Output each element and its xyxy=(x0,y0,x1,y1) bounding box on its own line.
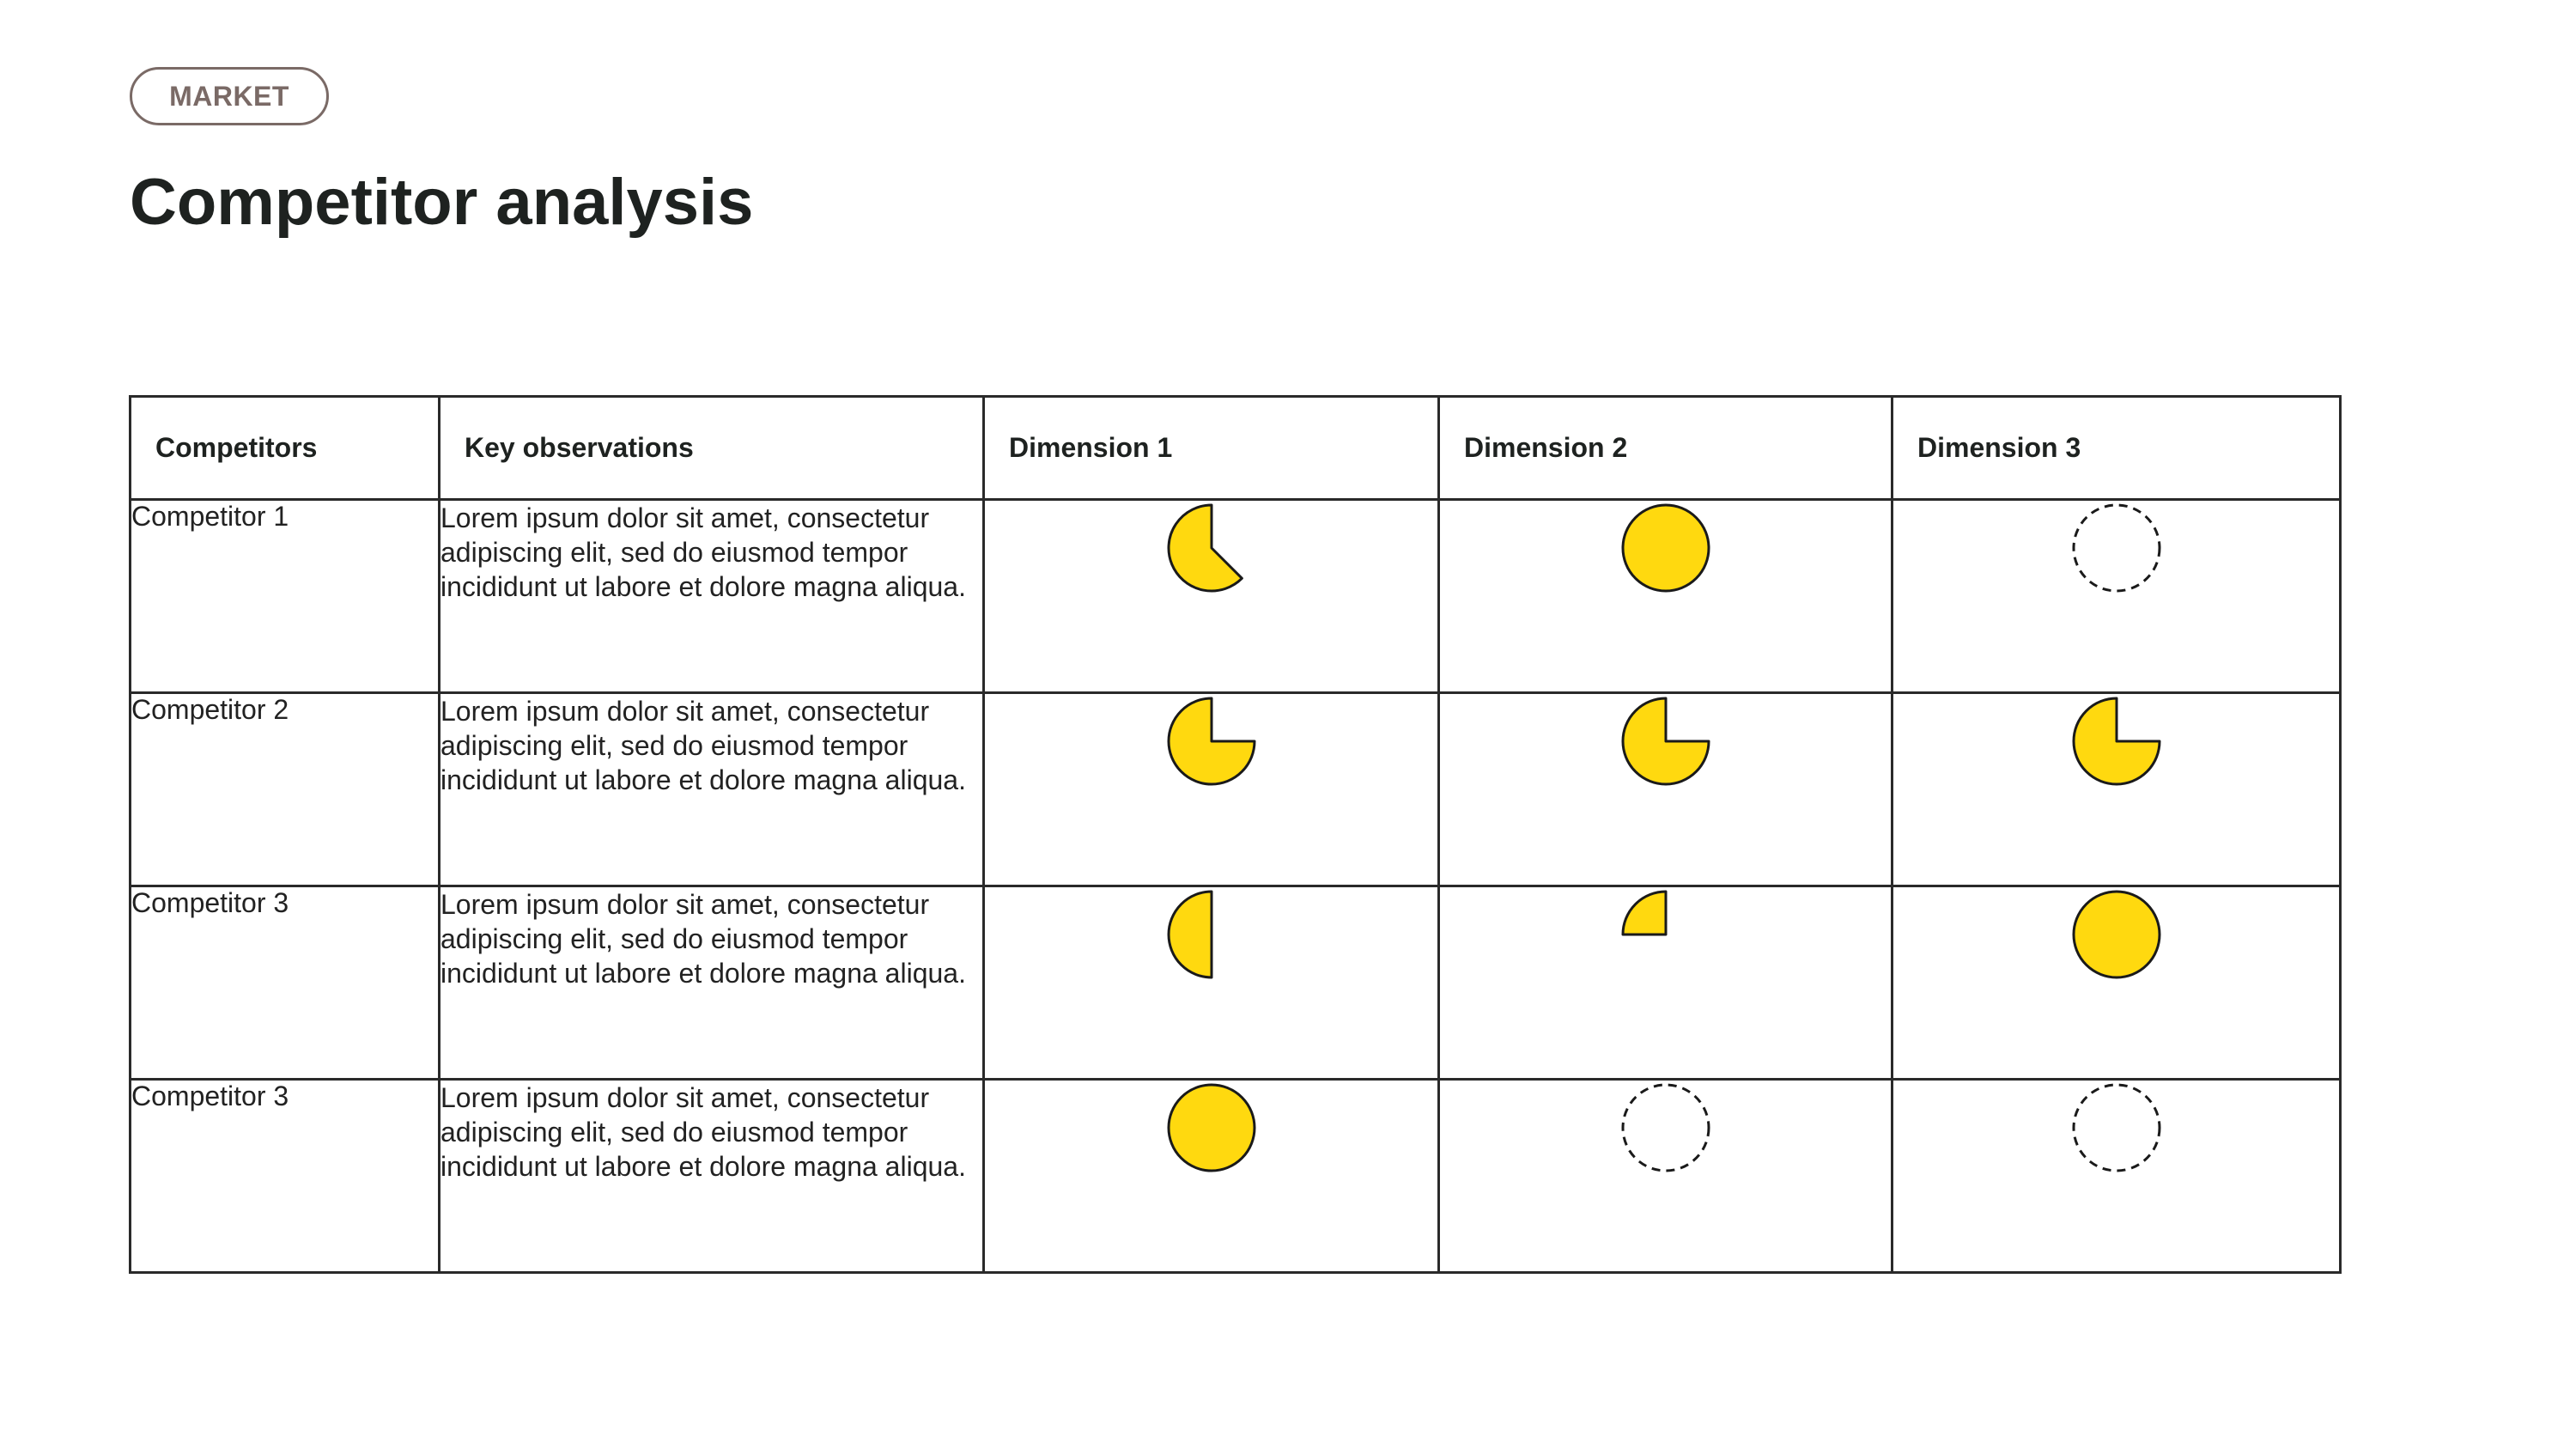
score-empty-circle xyxy=(2074,505,2160,591)
dimension-3-cell xyxy=(1893,886,2341,1080)
score-full-circle xyxy=(1169,1085,1255,1171)
score-pie-icon xyxy=(2069,501,2164,595)
competitor-name: Competitor 3 xyxy=(131,886,440,1080)
score-pie-icon xyxy=(1619,501,1713,595)
score-pie-icon xyxy=(2069,887,2164,982)
dimension-3-cell xyxy=(1893,1080,2341,1273)
header-competitors: Competitors xyxy=(131,397,440,500)
dimension-1-cell xyxy=(984,886,1439,1080)
score-empty-circle xyxy=(1623,1085,1709,1171)
competitor-name: Competitor 1 xyxy=(131,500,440,693)
dimension-2-cell xyxy=(1439,500,1893,693)
section-tag: MARKET xyxy=(130,67,329,125)
dimension-1-cell xyxy=(984,1080,1439,1273)
score-pie-icon xyxy=(1164,694,1259,788)
dimension-2-cell xyxy=(1439,1080,1893,1273)
score-pie-icon xyxy=(2069,694,2164,788)
score-pie-slice xyxy=(1623,698,1709,784)
dimension-2-cell xyxy=(1439,886,1893,1080)
table-row xyxy=(131,693,2341,886)
score-pie-icon xyxy=(1164,887,1259,982)
score-full-circle xyxy=(2074,892,2160,977)
table-row xyxy=(131,886,2341,1080)
score-pie-slice xyxy=(2074,698,2160,784)
dimension-3-cell xyxy=(1893,500,2341,693)
competitor-name: Competitor 2 xyxy=(131,693,440,886)
competitor-name: Competitor 3 xyxy=(131,1080,440,1273)
key-observation: Lorem ipsum dolor sit amet, consectetur adipiscing elit, sed do eiusmod tempor incididunt ut labore et dolore magna aliqua. xyxy=(440,1080,984,1273)
dimension-1-cell xyxy=(984,500,1439,693)
header-dimension-3: Dimension 3 xyxy=(1893,397,2341,500)
key-observation: Lorem ipsum dolor sit amet, consectetur adipiscing elit, sed do eiusmod tempor incididunt ut labore et dolore magna aliqua. xyxy=(440,500,984,693)
score-full-circle xyxy=(1623,505,1709,591)
page-title: Competitor analysis xyxy=(130,166,754,239)
table-row xyxy=(131,1080,2341,1273)
score-pie-icon xyxy=(1619,887,1713,982)
competitor-table xyxy=(129,395,2342,1274)
score-pie-icon xyxy=(1164,501,1259,595)
dimension-2-cell xyxy=(1439,693,1893,886)
header-dimension-1: Dimension 1 xyxy=(984,397,1439,500)
table-header-row xyxy=(131,397,2341,500)
score-pie-slice xyxy=(1169,892,1212,977)
score-empty-circle xyxy=(2074,1085,2160,1171)
header-key-observations: Key observations xyxy=(440,397,984,500)
score-pie-slice xyxy=(1169,698,1255,784)
key-observation: Lorem ipsum dolor sit amet, consectetur adipiscing elit, sed do eiusmod tempor incididunt ut labore et dolore magna aliqua. xyxy=(440,886,984,1080)
score-pie-icon xyxy=(1619,1081,1713,1175)
score-pie-icon xyxy=(1619,694,1713,788)
score-pie-slice xyxy=(1623,892,1666,935)
dimension-3-cell xyxy=(1893,693,2341,886)
score-pie-slice xyxy=(1169,505,1242,591)
score-pie-icon xyxy=(2069,1081,2164,1175)
score-pie-icon xyxy=(1164,1081,1259,1175)
dimension-1-cell xyxy=(984,693,1439,886)
key-observation: Lorem ipsum dolor sit amet, consectetur adipiscing elit, sed do eiusmod tempor incididunt ut labore et dolore magna aliqua. xyxy=(440,693,984,886)
table-row xyxy=(131,500,2341,693)
header-dimension-2: Dimension 2 xyxy=(1439,397,1893,500)
